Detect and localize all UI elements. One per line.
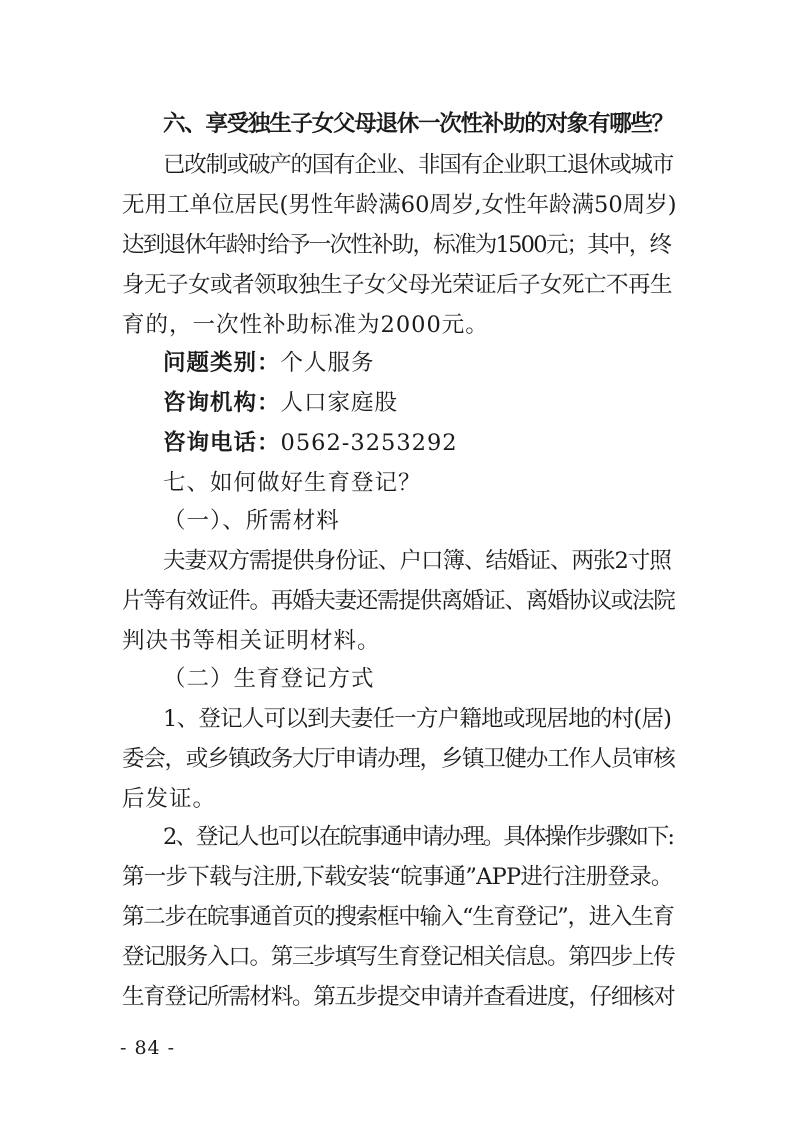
paragraph-line: 2、登记人也可以在皖事通申请办理。具体操作步骤如下:: [163, 824, 673, 850]
category-value: 个人服务: [280, 350, 375, 376]
paragraph-line: 后发证。: [122, 786, 217, 812]
agency-row: [163, 388, 398, 418]
page-number: - 84 -: [120, 1037, 176, 1059]
paragraph-line: 第一步下载与注册,下载安装“皖事通”APP进行注册登录。: [122, 864, 673, 890]
paragraph-line: 育的，一次性补助标准为2000元。: [122, 312, 489, 338]
subsection-heading: （二）生育登记方式: [163, 666, 375, 692]
paragraph-line: 片等有效证件。再婚夫妻还需提供离婚证、离婚协议或法院: [122, 588, 675, 614]
phone-value: 0562-3253292: [280, 430, 458, 456]
section-heading: 七、如何做好生育登记？: [163, 470, 422, 496]
agency-value: 人口家庭股: [280, 390, 399, 416]
paragraph-line: 登记服务入口。第三步填写生育登记相关信息。第四步上传: [122, 944, 675, 970]
paragraph-line: 生育登记所需材料。第五步提交申请并查看进度，仔细核对: [122, 984, 675, 1010]
paragraph-line: 身无子女或者领取独生子女父母光荣证后子女死亡不再生: [122, 272, 673, 298]
paragraph-line: 达到退休年龄时给予一次性补助，标准为1500元；其中，终: [122, 232, 671, 258]
paragraph-line: 已改制或破产的国有企业、非国有企业职工退休或城市: [163, 152, 674, 178]
section-heading: 六、享受独生子女父母退休一次性补助的对象有哪些？: [163, 111, 674, 137]
paragraph-line: 夫妻双方需提供身份证、户口簿、结婚证、两张2寸照: [163, 548, 671, 574]
agency-label: 咨询机构：: [163, 390, 281, 416]
phone-label: 咨询电话：: [163, 430, 281, 456]
paragraph-line: 1、登记人可以到夫妻任一方户籍地或现居地的村(居): [163, 706, 672, 732]
phone-row: [163, 428, 458, 458]
paragraph-line: 判决书等相关证明材料。: [122, 628, 381, 654]
paragraph-line: 委会，或乡镇政务大厅申请办理，乡镇卫健办工作人员审核: [122, 746, 675, 772]
subsection-heading: （一）、所需材料: [163, 508, 340, 534]
category-row: [163, 348, 375, 378]
paragraph-line: 无用工单位居民(男性年龄满60周岁,女性年龄满50周岁): [122, 192, 677, 218]
paragraph-line: 第二步在皖事通首页的搜索框中输入“生育登记”，进入生育: [122, 904, 674, 930]
category-label: 问题类别：: [163, 350, 281, 376]
